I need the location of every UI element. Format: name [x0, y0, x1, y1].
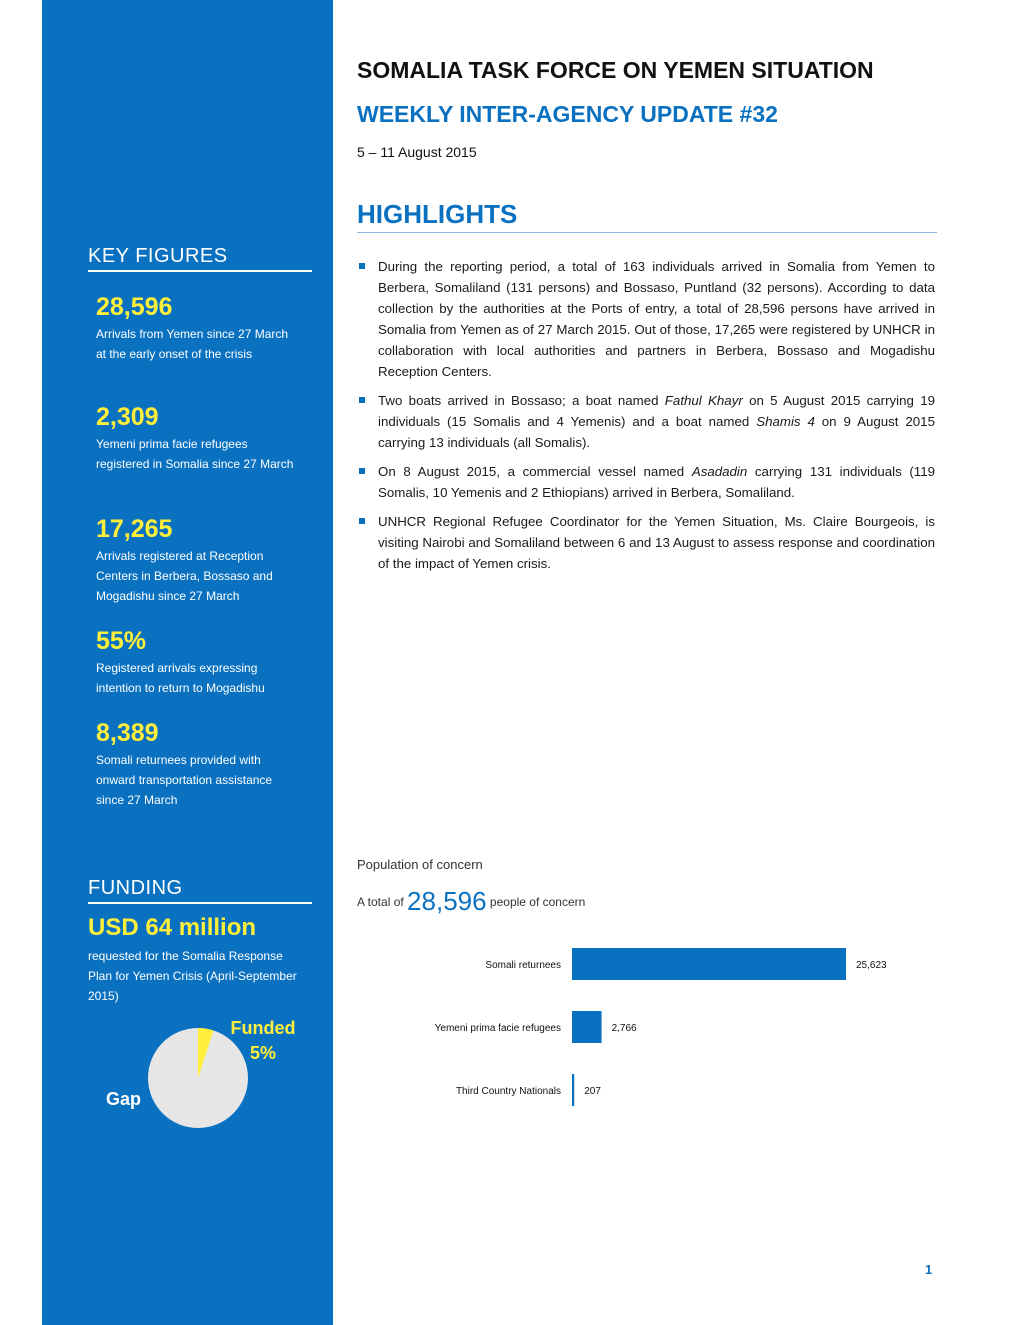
highlights-list [357, 256, 935, 582]
key-figure [96, 402, 296, 474]
key-figure-value: 2,309 [96, 403, 159, 431]
vessel-name: Asadadin [691, 464, 748, 479]
report-date: 5 – 11 August 2015 [357, 144, 477, 160]
highlight-text: During the reporting period, a total of 163 individuals arrived in Somalia from Yemen to Berbera, Somaliland (131 persons) and Bossaso, Puntland (32 persons). According to data collection by the authorities at the Ports of entry, a total of 28,596 persons have arrived in Somalia from Yemen as of 27 March 2015. Out of those, 17,265 were registered by UNHCR in collaboration with local authorities and partners in Berbera, Bossaso and Mogadishu Reception Centers. [378, 259, 935, 379]
highlight-text: On 8 August 2015, a commercial vessel named [378, 464, 692, 479]
key-figure-description: Registered arrivals expressing intention to return to Mogadishu [96, 661, 265, 695]
bullet-icon [359, 468, 365, 474]
bar-category-label: Yemeni prima facie refugees [434, 1023, 561, 1034]
population-bar-chart [400, 930, 920, 1120]
boat-name: Shamis 4 [756, 414, 815, 429]
chart-total-prefix: A total of [357, 895, 404, 909]
highlights-heading: HIGHLIGHTS [357, 199, 937, 233]
chart-title: Population of concern [357, 857, 483, 872]
bar-value-label: 25,623 [856, 960, 887, 971]
sidebar [42, 0, 333, 1325]
highlight-text: carrying 131 individuals (119 Somalis, 10 Yemenis and 2 Ethiopians) arrived in Berbera, Somaliland. [378, 464, 935, 500]
list-item [357, 461, 935, 503]
key-figure-value: 17,265 [96, 515, 173, 543]
key-figure-value: 8,389 [96, 719, 159, 747]
page-subtitle: WEEKLY INTER-AGENCY UPDATE #32 [357, 101, 778, 127]
bullet-icon [359, 397, 365, 403]
key-figure [96, 626, 296, 698]
list-item [357, 511, 935, 574]
bullet-icon [359, 518, 365, 524]
funding-description: requested for the Somalia Response Plan for Yemen Crisis (April-September 2015) [88, 949, 297, 1003]
page-title: SOMALIA TASK FORCE ON YEMEN SITUATION [357, 57, 874, 83]
pie-funded-text: Funded [230, 1018, 296, 1038]
bar [572, 948, 846, 980]
funding-heading: FUNDING [88, 876, 312, 904]
key-figure-description: Arrivals registered at Reception Centers in Berbera, Bossaso and Mogadishu since 27 March [96, 549, 273, 603]
funding-amount: USD 64 million [88, 914, 257, 941]
bar [572, 1074, 574, 1106]
chart-total [357, 886, 585, 917]
list-item [357, 256, 935, 382]
key-figure [96, 718, 296, 810]
key-figure-description: Arrivals from Yemen since 27 March at the early onset of the crisis [96, 327, 289, 361]
pie-funded-value: 5% [249, 1043, 276, 1063]
bar-category-label: Third Country Nationals [455, 1086, 561, 1097]
highlight-text: Two boats arrived in Bossaso; a boat named [378, 393, 665, 408]
key-figure [96, 292, 296, 364]
page-number: 1 [925, 1262, 933, 1277]
pie-funded-label [228, 1016, 298, 1066]
bar [572, 1011, 602, 1043]
highlight-text: on 9 August 2015 carrying 13 individuals (all Somalis). [378, 414, 935, 450]
key-figure-description: Somali returnees provided with onward transportation assistance since 27 March [96, 753, 273, 807]
list-item [357, 390, 935, 453]
key-figure-value: 55% [96, 627, 147, 655]
bar-value-label: 2,766 [611, 1023, 637, 1034]
key-figure-description: Yemeni prima facie refugees registered in Somalia since 27 March [96, 437, 294, 471]
boat-name: Fathul Khayr [664, 393, 743, 408]
pie-gap-label: Gap [106, 1089, 142, 1109]
chart-total-value: 28,596 [407, 886, 487, 916]
bar-value-label: 207 [584, 1086, 601, 1097]
bar-category-label: Somali returnees [485, 960, 561, 971]
highlight-text: UNHCR Regional Refugee Coordinator for the Yemen Situation, Ms. Claire Bourgeois, is visiting Nairobi and Somaliland between 6 and 13 August to assess response and coordination of the impact of Yemen crisis. [378, 514, 935, 571]
key-figure-value: 28,596 [96, 293, 173, 321]
chart-total-suffix: people of concern [489, 895, 586, 909]
key-figure [96, 514, 296, 606]
highlight-text: on 5 August 2015 carrying 19 individuals (15 Somalis and 4 Yemenis) and a boat named [378, 393, 935, 429]
bullet-icon [359, 263, 365, 269]
key-figures-heading: KEY FIGURES [88, 244, 312, 272]
